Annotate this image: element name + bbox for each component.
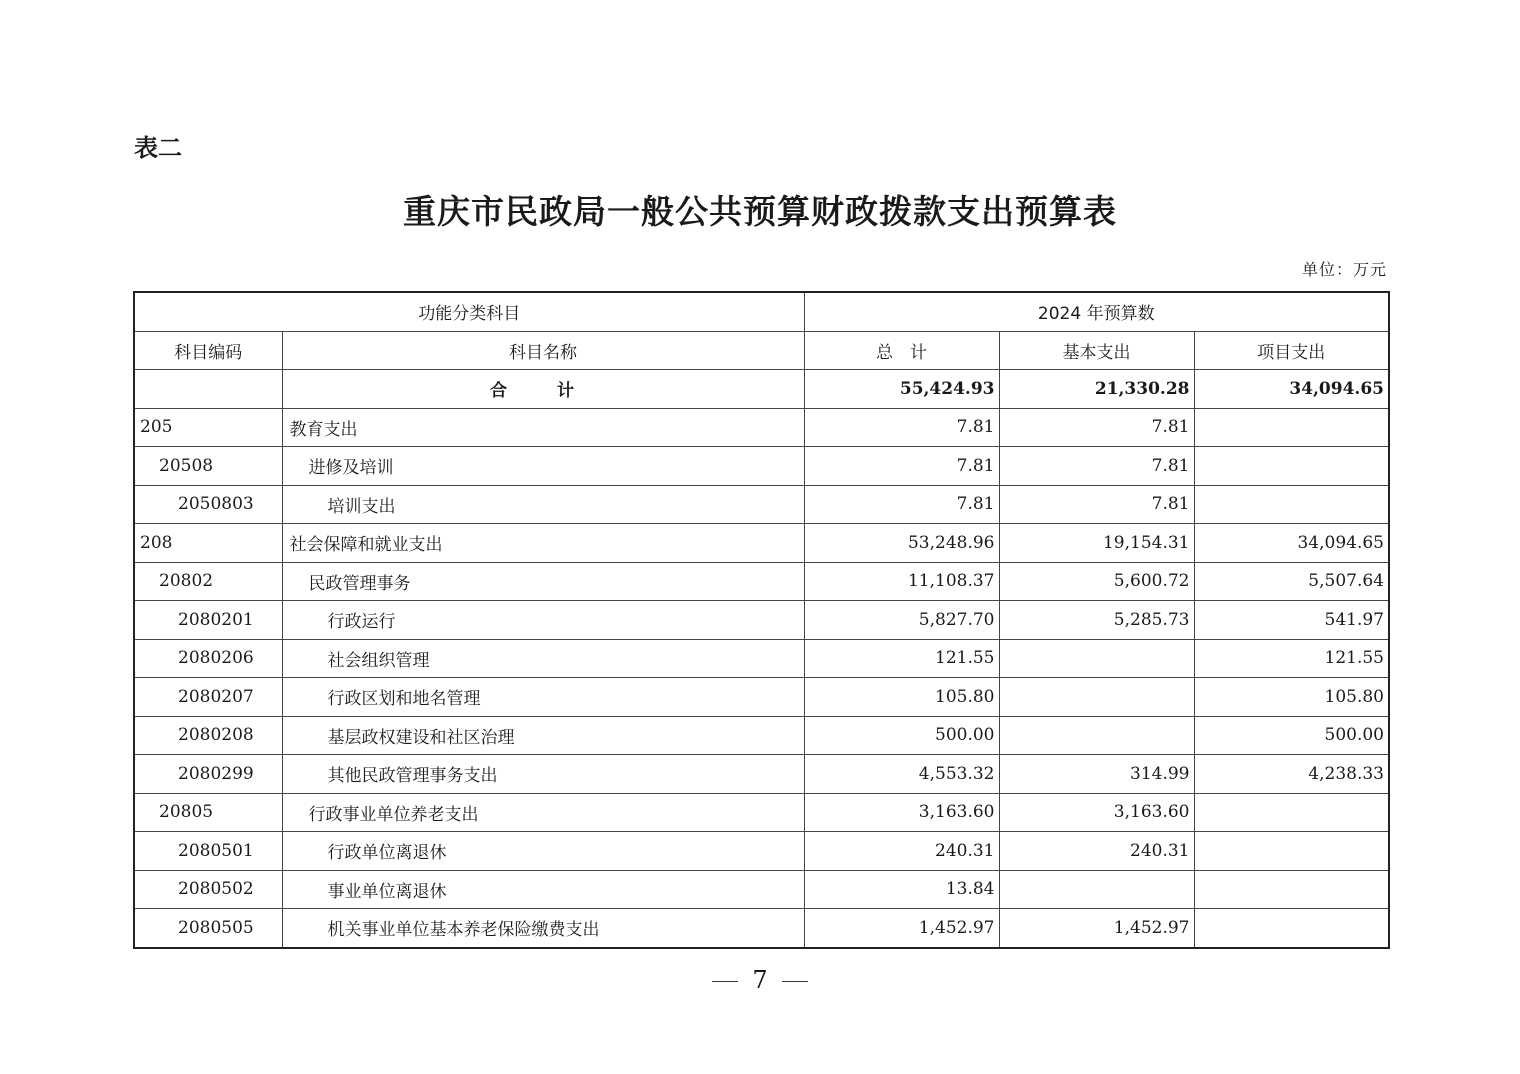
row-code: 20802 [134,562,282,601]
row-basic: 240.31 [999,832,1194,871]
row-project: 105.80 [1194,678,1389,717]
table-label: 表二 [134,134,182,162]
row-project: 121.55 [1194,639,1389,678]
table-row [134,755,1389,794]
table-row [134,716,1389,755]
header-name: 科目名称 [282,331,804,370]
dash-right [782,981,808,982]
table-row [134,678,1389,717]
row-basic: 7.81 [999,485,1194,524]
row-project [1194,832,1389,871]
row-code: 208 [134,524,282,563]
row-code: 205 [134,408,282,447]
row-name: 社会组织管理 [282,639,804,678]
table-row [134,601,1389,640]
table-row [134,832,1389,871]
row-total: 5,827.70 [804,601,999,640]
row-total: 121.55 [804,639,999,678]
row-code: 2080501 [134,832,282,871]
row-basic: 314.99 [999,755,1194,794]
row-name: 民政管理事务 [282,562,804,601]
row-project: 541.97 [1194,601,1389,640]
row-project [1194,447,1389,486]
row-total: 7.81 [804,485,999,524]
row-code: 2080502 [134,870,282,909]
page-title: 重庆市民政局一般公共预算财政拨款支出预算表 [403,192,1117,231]
row-total: 7.81 [804,447,999,486]
row-code: 2080201 [134,601,282,640]
row-name: 行政运行 [282,601,804,640]
total-row [134,370,1389,409]
table-row [134,485,1389,524]
row-basic [999,678,1194,717]
table-row [134,870,1389,909]
row-total: 13.84 [804,870,999,909]
row-name: 基层政权建设和社区治理 [282,716,804,755]
total-total: 55,424.93 [804,370,999,409]
row-total: 500.00 [804,716,999,755]
row-name: 机关事业单位基本养老保险缴费支出 [282,909,804,948]
row-total: 11,108.37 [804,562,999,601]
header-total: 总 计 [804,331,999,370]
row-project [1194,909,1389,948]
row-basic: 7.81 [999,447,1194,486]
page-number-text: 7 [752,966,768,994]
table-row [134,793,1389,832]
row-name: 进修及培训 [282,447,804,486]
row-basic: 3,163.60 [999,793,1194,832]
header-function-category: 功能分类科目 [134,292,804,331]
total-code [134,370,282,409]
row-code: 20508 [134,447,282,486]
row-total: 7.81 [804,408,999,447]
header-budget-year: 2024 年预算数 [804,292,1389,331]
row-code: 2050803 [134,485,282,524]
row-basic: 5,285.73 [999,601,1194,640]
row-basic: 5,600.72 [999,562,1194,601]
row-project [1194,408,1389,447]
row-name: 行政区划和地名管理 [282,678,804,717]
row-total: 240.31 [804,832,999,871]
row-name: 社会保障和就业支出 [282,524,804,563]
header-basic: 基本支出 [999,331,1194,370]
row-project [1194,485,1389,524]
header-code: 科目编码 [134,331,282,370]
row-basic: 19,154.31 [999,524,1194,563]
unit-label: 单位：万元 [1301,260,1387,279]
table-row [134,524,1389,563]
row-project [1194,793,1389,832]
total-label: 合 计 [282,370,804,409]
row-name: 其他民政管理事务支出 [282,755,804,794]
row-basic [999,870,1194,909]
row-total: 53,248.96 [804,524,999,563]
row-project: 5,507.64 [1194,562,1389,601]
row-basic: 1,452.97 [999,909,1194,948]
table-row [134,909,1389,948]
row-basic [999,639,1194,678]
row-name: 培训支出 [282,485,804,524]
row-name: 教育支出 [282,408,804,447]
row-code: 2080206 [134,639,282,678]
row-name: 事业单位离退休 [282,870,804,909]
row-name: 行政事业单位养老支出 [282,793,804,832]
total-project: 34,094.65 [1194,370,1389,409]
table-row [134,639,1389,678]
row-project [1194,870,1389,909]
row-code: 20805 [134,793,282,832]
table-row [134,562,1389,601]
total-basic: 21,330.28 [999,370,1194,409]
page-number [0,966,1520,994]
row-total: 4,553.32 [804,755,999,794]
row-total: 3,163.60 [804,793,999,832]
row-project: 34,094.65 [1194,524,1389,563]
row-name: 行政单位离退休 [282,832,804,871]
table-row [134,408,1389,447]
row-code: 2080505 [134,909,282,948]
budget-table [133,291,1390,949]
row-code: 2080208 [134,716,282,755]
row-basic: 7.81 [999,408,1194,447]
row-project: 4,238.33 [1194,755,1389,794]
table-row [134,447,1389,486]
row-code: 2080207 [134,678,282,717]
row-project: 500.00 [1194,716,1389,755]
row-total: 105.80 [804,678,999,717]
row-total: 1,452.97 [804,909,999,948]
dash-left [712,981,738,982]
row-code: 2080299 [134,755,282,794]
header-project: 项目支出 [1194,331,1389,370]
row-basic [999,716,1194,755]
